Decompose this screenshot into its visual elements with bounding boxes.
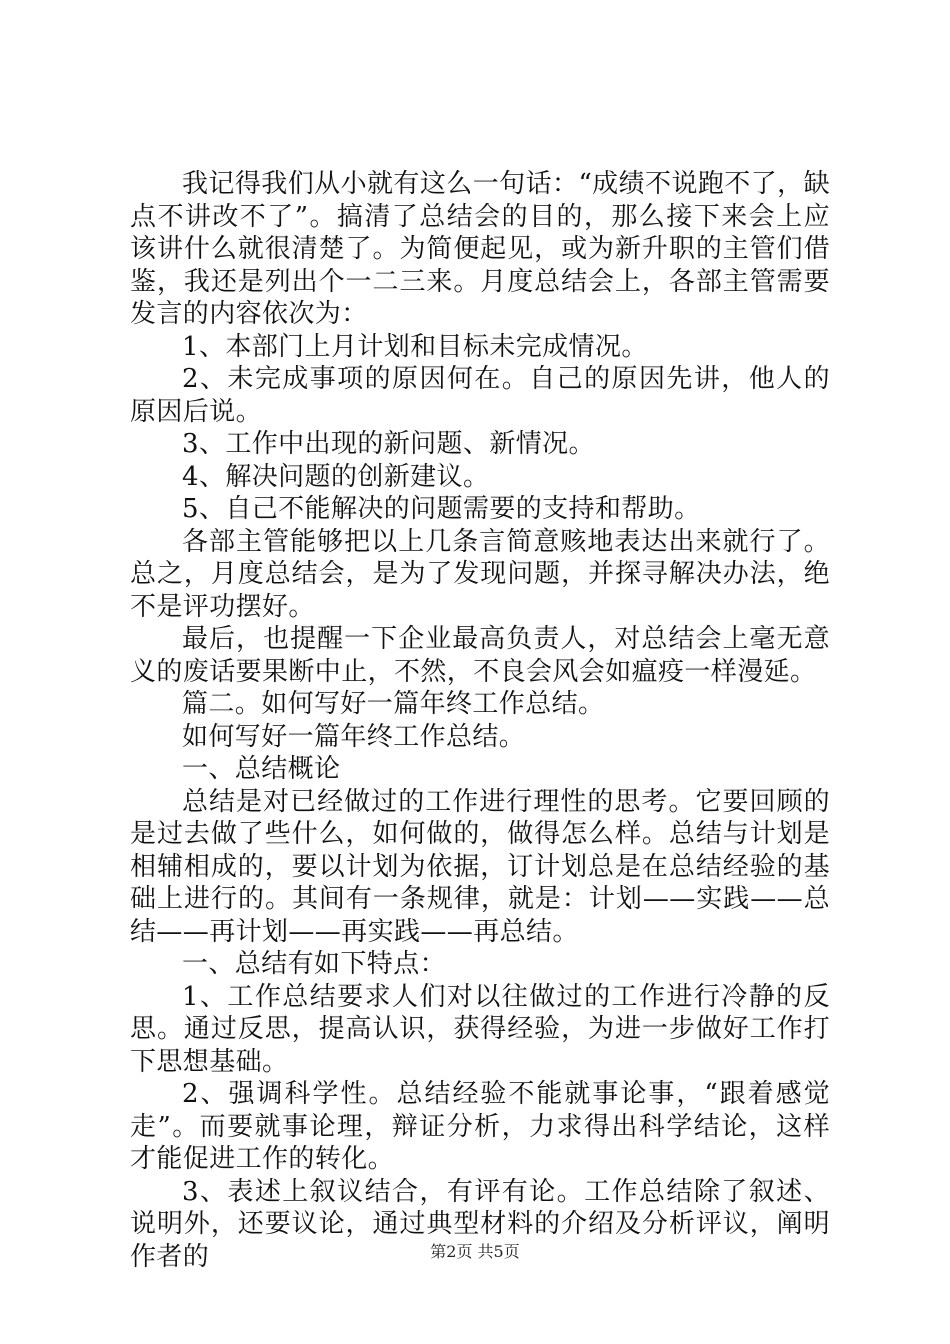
section-heading: 篇二。如何写好一篇年终工作总结。 (182, 689, 605, 719)
document-body (130, 168, 830, 1273)
list-item: 3、表述上叙议结合，有评有论。工作总结除了叙述、说明外，还要议论，通过典型材料的介绍及分析评议，阐明作者的 (130, 1176, 830, 1272)
list-item: 1、本部门上月计划和目标未完成情况。 (182, 331, 648, 362)
list-item: 1、工作总结要求人们对以往做过的工作进行冷静的反思。通过反思，提高认识，获得经验，为进一步做好工作打下思想基础。 (130, 981, 830, 1077)
list-item: 3、工作中出现的新问题、新情况。 (182, 429, 595, 459)
page-number-footer: 第2页 共5页 (430, 1242, 520, 1261)
article-title: 如何写好一篇年终工作总结。 (182, 721, 526, 752)
paragraph: 总结是对已经做过的工作进行理性的思考。它要回顾的是过去做了些什么，如何做的，做得怎么样。总结与计划是相辅相成的，要以计划为依据，订计划总是在总结经验的基础上进行的。其间有一条规律，就是：计划——实践——总结——再计划——再实践——再总结。 (130, 786, 830, 947)
paragraph: 最后，也提醒一下企业最高负责人，对总结会上毫无意义的废话要果断中止，不然，不良会风会如瘟疫一样漫延。 (130, 624, 830, 687)
section-heading: 一、总结有如下特点： (182, 949, 447, 979)
list-item: 5、自己不能解决的问题需要的支持和帮助。 (182, 494, 701, 524)
paragraph: 我记得我们从小就有这么一句话：“成绩不说跑不了，缺点不讲改不了”。搞清了总结会的目的，那么接下来会上应该讲什么就很清楚了。为简便起见，或为新升职的主管们借鉴，我还是列出个一二三来。月度总结会上，各部主管需要发言的内容依次为： (130, 169, 830, 329)
paragraph: 各部主管能够把以上几条言简意赅地表达出来就行了。总之，月度总结会，是为了发现问题，并探寻解决办法，绝不是评功摆好。 (130, 526, 830, 622)
list-item: 4、解决问题的创新建议。 (182, 461, 490, 492)
list-item: 2、强调科学性。总结经验不能就事论事，“跟着感觉走”。而要就事论理，辩证分析，力求得出科学结论，这样才能促进工作的转化。 (130, 1079, 830, 1174)
list-item: 2、未完成事项的原因何在。自己的原因先讲，他人的原因后说。 (130, 364, 830, 427)
section-heading: 一、总结概论 (182, 754, 341, 784)
